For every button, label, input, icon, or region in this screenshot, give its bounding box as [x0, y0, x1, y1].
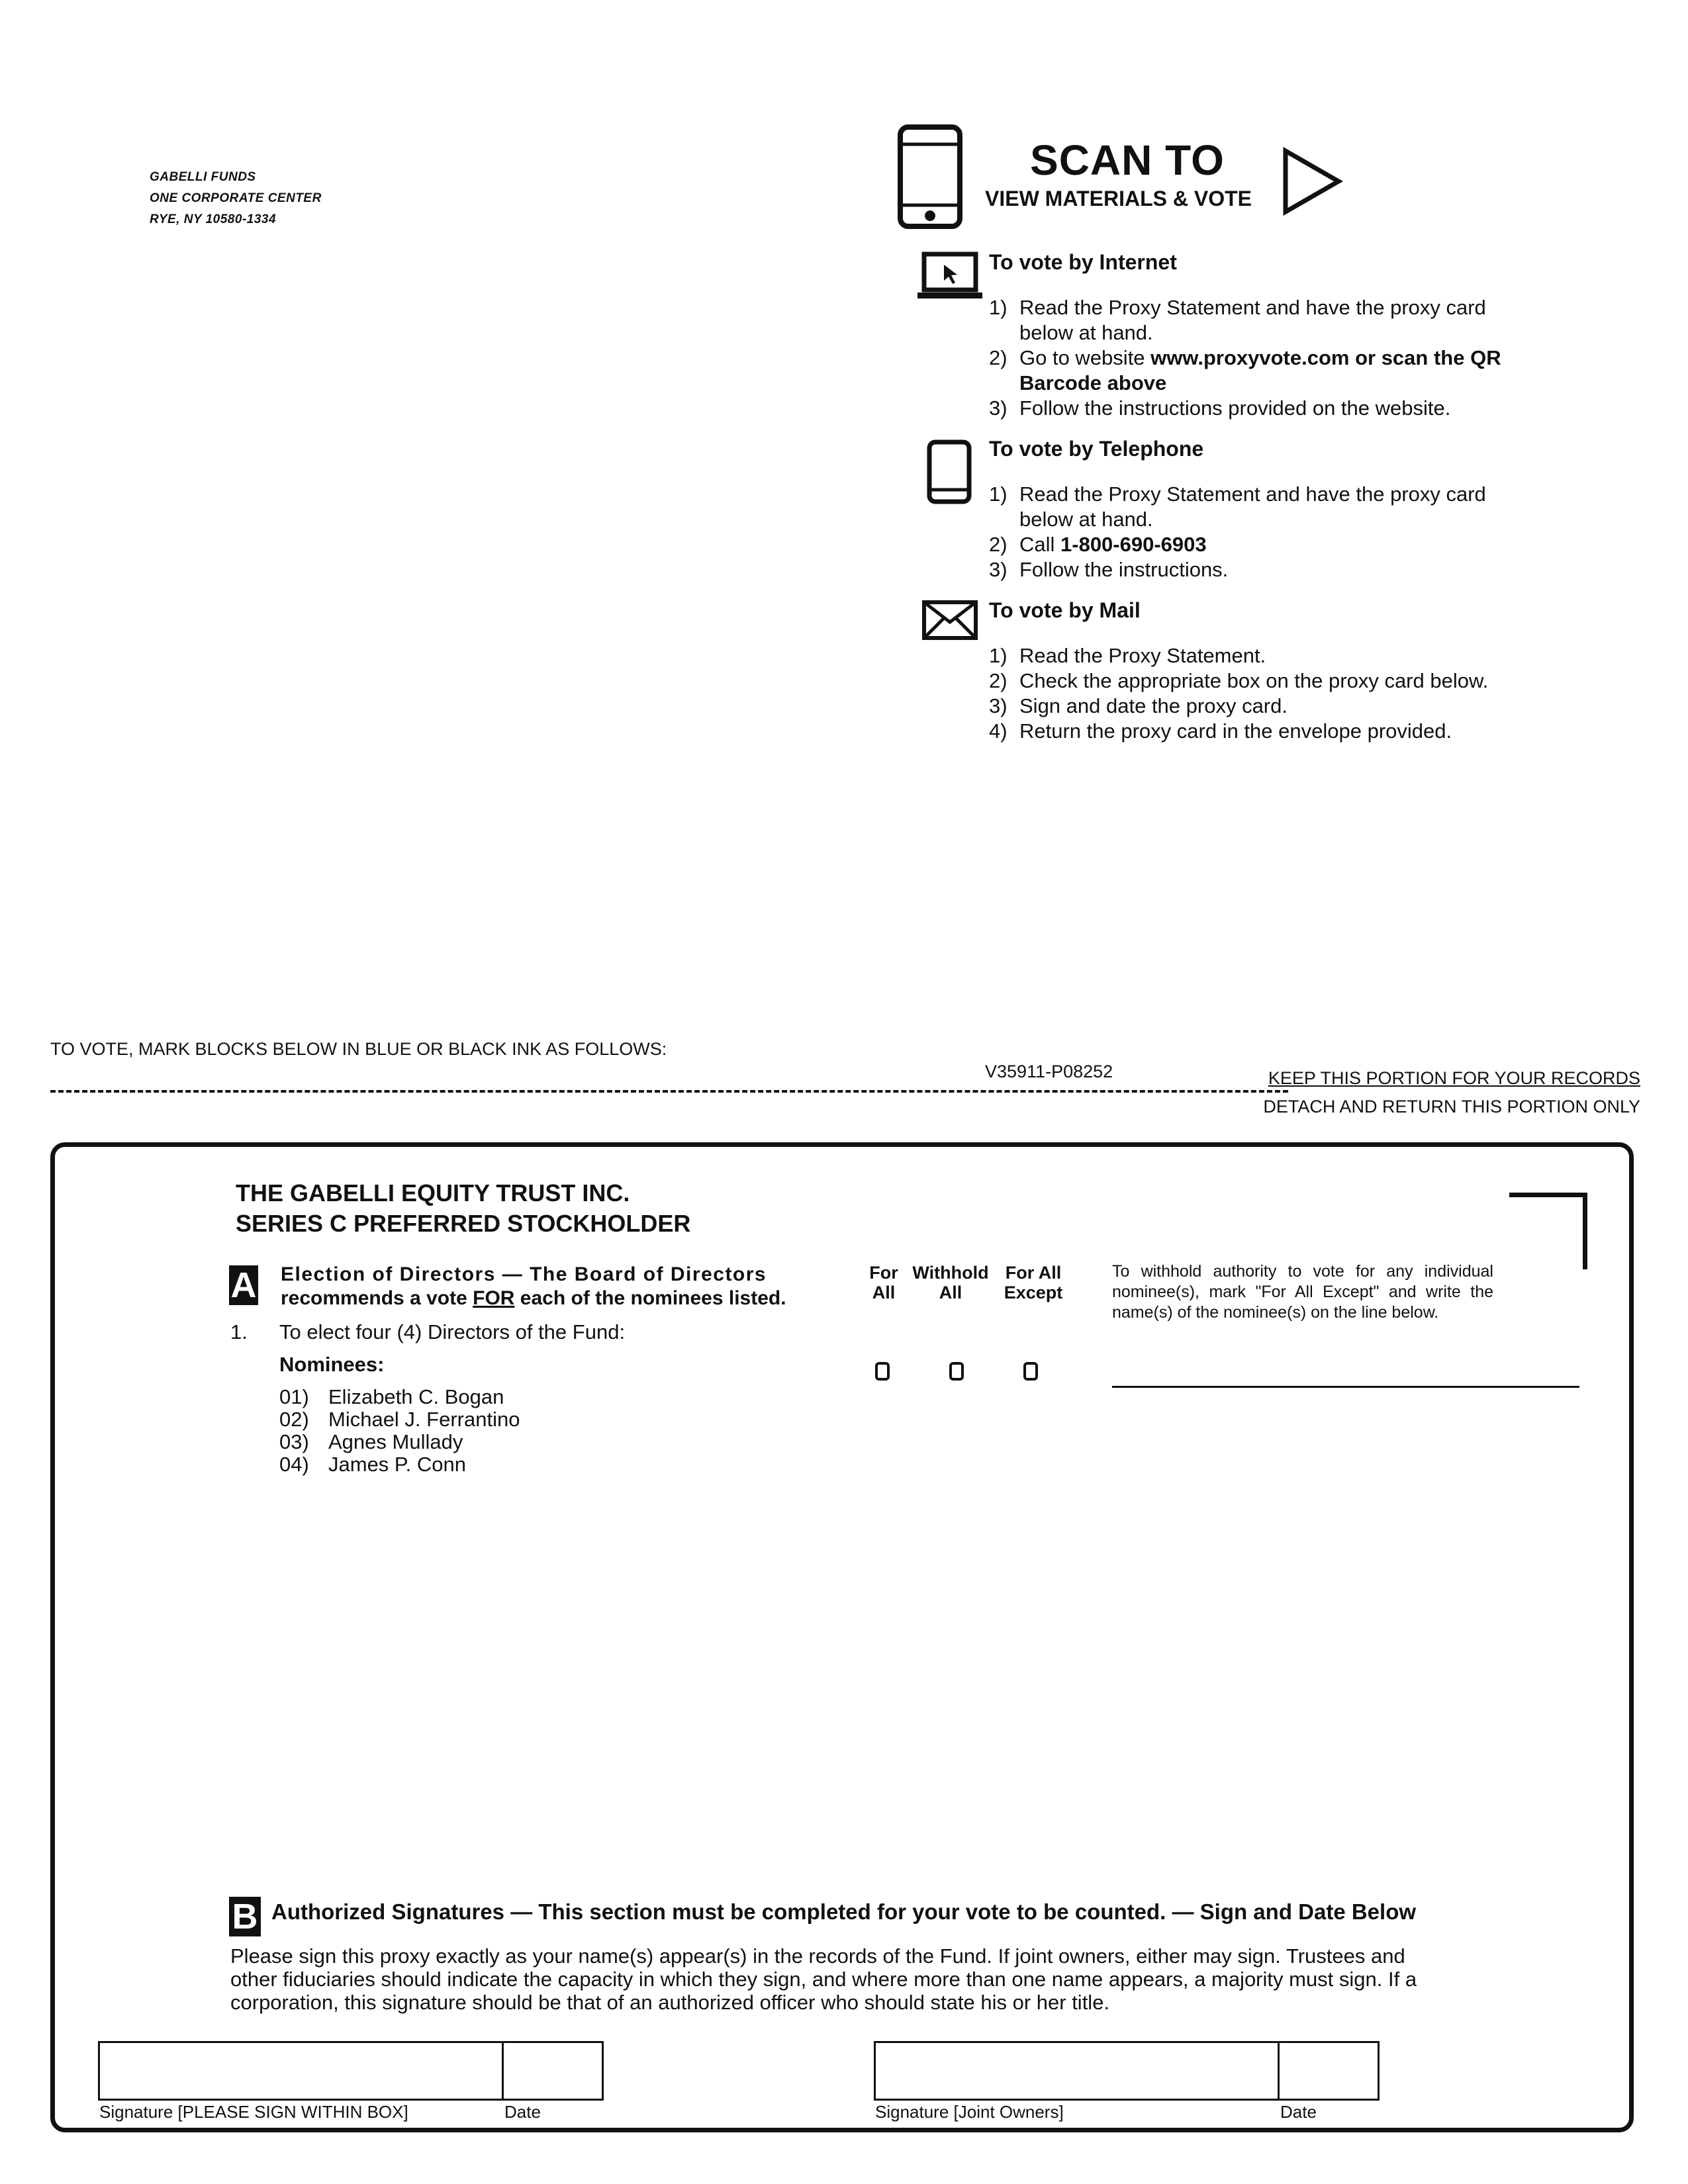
mail-heading: To vote by Mail — [989, 598, 1141, 622]
section-b-badge: B — [229, 1897, 261, 1936]
for-all-except-header: For All Except — [1004, 1263, 1063, 1302]
proposal-text: To elect four (4) Directors of the Fund: — [279, 1320, 626, 1343]
smartphone-icon — [898, 124, 964, 230]
envelope-icon — [921, 600, 978, 641]
for-all-header: For All — [869, 1263, 898, 1302]
joint-date-field[interactable] — [1280, 2043, 1378, 2099]
detach-portion-label: DETACH AND RETURN THIS PORTION ONLY — [1263, 1097, 1640, 1116]
signature-field[interactable] — [100, 2043, 504, 2099]
website-url: www.proxyvote.com or scan the QR Barcode above — [1019, 346, 1501, 394]
mail-step: 2) Check the appropriate box on the proxy card below. — [989, 669, 1489, 692]
play-arrow-icon — [1282, 147, 1345, 216]
date-label: Date — [504, 2102, 541, 2122]
withhold-all-checkbox[interactable] — [949, 1362, 964, 1381]
mail-step: 3) Sign and date the proxy card. — [989, 694, 1288, 717]
nominee-item: 03) Agnes Mullady — [279, 1430, 463, 1453]
mail-step: 4) Return the proxy card in the envelope provided. — [989, 719, 1452, 743]
signature-box-1 — [98, 2041, 604, 2101]
nominee-item: 02) Michael J. Ferrantino — [279, 1408, 520, 1431]
scan-subtitle: VIEW MATERIALS & VOTE — [985, 187, 1252, 210]
keep-portion-label: KEEP THIS PORTION FOR YOUR RECORDS — [1268, 1068, 1640, 1088]
detach-line — [50, 1090, 1288, 1093]
joint-date-label: Date — [1280, 2102, 1317, 2122]
telephone-step: 1) Read the Proxy Statement and have the proxy card below at hand. — [989, 482, 1486, 531]
for-all-except-checkbox[interactable] — [1023, 1362, 1038, 1381]
section-a-badge: A — [229, 1265, 258, 1305]
laptop-icon — [917, 251, 984, 302]
internet-step: 1) Read the Proxy Statement and have the proxy card below at hand. — [989, 296, 1486, 344]
internet-steps — [989, 295, 1519, 421]
corner-mark — [1509, 1193, 1587, 1269]
proposal-1 — [230, 1320, 625, 1345]
telephone-step: 3) Follow the instructions. — [989, 558, 1229, 581]
nominee-item: 01) Elizabeth C. Bogan — [279, 1385, 504, 1408]
nominees-heading: Nominees: — [279, 1353, 385, 1376]
except-nominee-line[interactable] — [1112, 1386, 1579, 1388]
fund-name: THE GABELLI EQUITY TRUST INC. SERIES C PREFERRED STOCKHOLDER — [236, 1179, 691, 1237]
internet-step: 2) Go to website www.proxyvote.com or scan the QR Barcode above — [989, 346, 1501, 394]
signature-box-2 — [874, 2041, 1380, 2101]
withhold-instructions: To withhold authority to vote for any individual nominee(s), mark "For All Except" and write the name(s) of the nominee(s) on the line below. — [1112, 1262, 1493, 1322]
proposal-number: 1. — [230, 1320, 248, 1343]
ink-instruction: TO VOTE, MARK BLOCKS BELOW IN BLUE OR BLACK INK AS FOLLOWS: — [50, 1039, 667, 1059]
date-field[interactable] — [504, 2043, 602, 2099]
nominee-list — [279, 1386, 520, 1476]
phone-icon — [927, 439, 973, 506]
address-line-3: RYE, NY 10580-1334 — [150, 212, 277, 226]
nominee-item: 04) James P. Conn — [279, 1453, 466, 1476]
mail-step: 1) Read the Proxy Statement. — [989, 644, 1266, 667]
withhold-all-header: Withhold All — [912, 1263, 989, 1302]
signature-instructions: Please sign this proxy exactly as your name(s) appear(s) in the records of the Fund. If joint owners, either may sign. Trustees and other fiduciaries should indicate the capacity in which they sign, and where more than one name appears, a majority must sign. If a corporation, this signature should be that of an authorized officer who should state his or her title. — [230, 1944, 1417, 2014]
phone-number: 1-800-690-6903 — [1060, 533, 1207, 556]
for-all-checkbox[interactable] — [875, 1362, 890, 1381]
telephone-heading: To vote by Telephone — [989, 437, 1204, 461]
telephone-steps — [989, 482, 1519, 582]
address-line-2: ONE CORPORATE CENTER — [150, 191, 322, 205]
control-number: V35911-P08252 — [985, 1062, 1113, 1081]
signature-label: Signature [PLEASE SIGN WITHIN BOX] — [99, 2102, 408, 2122]
telephone-step: 2) Call 1-800-690-6903 — [989, 533, 1207, 556]
internet-heading: To vote by Internet — [989, 250, 1177, 274]
scan-title: SCAN TO — [1030, 136, 1225, 184]
return-address — [150, 167, 322, 230]
internet-step: 3) Follow the instructions provided on the website. — [989, 396, 1451, 420]
joint-signature-label: Signature [Joint Owners] — [875, 2102, 1064, 2122]
address-line-1: GABELLI FUNDS — [150, 170, 256, 184]
joint-signature-field[interactable] — [876, 2043, 1280, 2099]
section-b-heading: Authorized Signatures — This section must be completed for your vote to be counted. — Sign and Date Below — [271, 1899, 1417, 1924]
mail-steps — [989, 643, 1519, 744]
section-a-heading: Election of Directors — The Board of Directors recommends a vote FOR each of the nominees listed. — [281, 1263, 786, 1309]
